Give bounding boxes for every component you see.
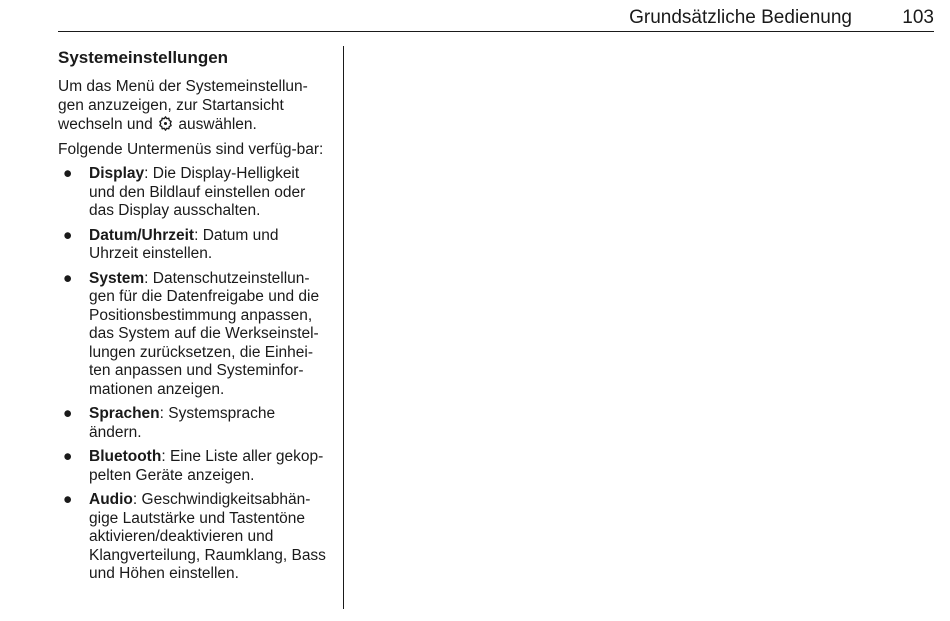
bullet: ●: [63, 448, 73, 465]
term: Datum/Uhrzeit: [89, 226, 195, 244]
term: Sprachen: [89, 405, 160, 422]
term: Audio: [89, 491, 133, 508]
description: : Eine Liste aller gekop-pelten Geräte anzeigen.: [89, 448, 324, 484]
list-item-audio: [58, 491, 326, 584]
description: : Systemsprache ändern.: [89, 405, 276, 441]
list-item-bluetooth: [58, 448, 326, 485]
list-item-datum-uhrzeit: [58, 227, 326, 264]
intro-text-end: auswählen.: [174, 116, 257, 133]
left-column: [58, 47, 326, 590]
running-title: Grundsätzliche Bedienung: [629, 7, 852, 28]
header-rule: [58, 31, 934, 32]
description: : Die Display-Helligkeit und den Bildlauf einstellen oder das Display ausschalten.: [89, 165, 306, 219]
list-item-system: [58, 270, 326, 400]
bullet: ●: [63, 269, 73, 287]
submenu-list: [58, 165, 326, 584]
submenus-lead: Folgende Untermenüs sind verfüg-bar:: [58, 140, 324, 158]
page-number: 103: [902, 7, 934, 28]
term: System: [89, 269, 145, 287]
list-item-display: [58, 165, 326, 221]
term: Bluetooth: [89, 448, 162, 465]
column-divider: [343, 46, 344, 609]
bullet: ●: [63, 165, 73, 182]
list-item-sprachen: [58, 405, 326, 442]
intro-text: Um das Menü der Systemeinstellun-gen anzuzeigen, zur Startansicht wechseln und: [58, 78, 308, 133]
description: : Datenschutzeinstellun-gen für die Datenfreigabe und die Positionsbestimmung anpassen, das System auf die Werkseinstel-lungen zurücksetzen, die Einhei-ten anpassen und Systeminfor-mationen anzeigen.: [89, 269, 320, 398]
bullet: ●: [63, 405, 73, 422]
intro-paragraph: [58, 78, 326, 135]
bullet: ●: [63, 491, 73, 508]
section-heading: Systemeinstellungen: [58, 48, 229, 67]
page-header: [58, 6, 934, 30]
gear-icon: [157, 115, 174, 132]
description: : Geschwindigkeitsabhän-gige Lautstärke und Tastentöne aktivieren/deaktivieren und Klangverteilung, Raumklang, Bass und Höhen einstellen.: [89, 491, 326, 582]
term: Display: [89, 165, 145, 182]
bullet: ●: [63, 226, 73, 244]
description: : Datum und Uhrzeit einstellen.: [89, 226, 279, 262]
